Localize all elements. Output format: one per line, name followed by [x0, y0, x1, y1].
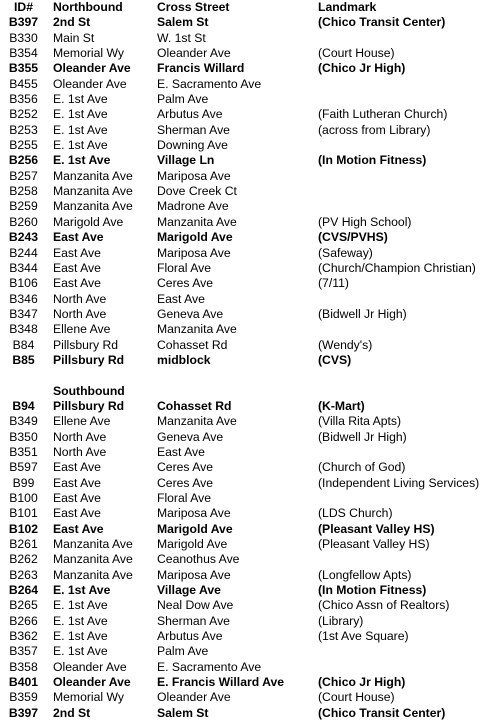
- stop-id: B356: [9, 92, 38, 107]
- stop-id: B351: [9, 444, 38, 459]
- street: E. 1st Ave: [53, 583, 111, 598]
- cross-street: E. Francis Willard Ave: [157, 675, 284, 690]
- street: East Ave: [53, 491, 101, 505]
- cross-street: midblock: [157, 352, 211, 367]
- cross-street: Mariposa Ave: [157, 168, 231, 183]
- landmark: (Safeway): [318, 245, 373, 260]
- street: 2nd St: [53, 705, 91, 720]
- cross-street: Manzanita Ave: [157, 214, 237, 229]
- stop-id: B101: [9, 506, 38, 521]
- cross-street: Palm Ave: [157, 644, 209, 659]
- landmark: (In Motion Fitness): [318, 153, 427, 168]
- street: E. 1st Ave: [53, 107, 108, 122]
- cross-street: Neal Dow Ave: [157, 598, 234, 613]
- landmark: (across from Library): [318, 122, 431, 137]
- table-row: [0, 445, 500, 460]
- cross-street: Geneva Ave: [157, 429, 224, 444]
- cross-street: Manzanita Ave: [157, 414, 237, 429]
- landmark: (CVS): [318, 352, 352, 367]
- street: North Ave: [53, 291, 107, 306]
- landmark: (Library): [318, 613, 364, 628]
- stop-id: B359: [9, 690, 38, 705]
- street: Ellene Ave: [53, 414, 111, 429]
- stop-id: B100: [9, 491, 38, 505]
- street: Manzanita Ave: [53, 567, 133, 582]
- table-row: [0, 261, 500, 276]
- street: Memorial Wy: [53, 690, 124, 705]
- cross-street: Arbutus Ave: [157, 629, 223, 644]
- stop-id: B255: [9, 138, 38, 153]
- table-row: [0, 414, 500, 429]
- landmark: (Chico Jr High): [318, 675, 406, 690]
- cross-street: Ceanothus Ave: [157, 552, 240, 567]
- table-row: [0, 506, 500, 521]
- cross-street: Mariposa Ave: [157, 506, 231, 521]
- landmark: (Chico Transit Center): [318, 705, 446, 720]
- street: East Ave: [53, 260, 101, 275]
- street: Oleander Ave: [53, 76, 127, 91]
- street: Pillsbury Rd: [53, 398, 125, 413]
- stop-id: B263: [9, 567, 38, 582]
- stop-id: B357: [9, 644, 38, 659]
- southbound-header-row: [0, 384, 500, 399]
- stop-id: B347: [9, 306, 38, 321]
- stop-id: B244: [9, 245, 38, 260]
- landmark: (Longfellow Apts): [318, 567, 412, 582]
- cross-street: Dove Creek Ct: [157, 184, 237, 199]
- landmark: (1st Ave Square): [318, 629, 409, 644]
- street: East Ave: [53, 475, 101, 490]
- street: North Ave: [53, 429, 107, 444]
- street: Manzanita Ave: [53, 199, 133, 214]
- cross-street: Floral Ave: [157, 260, 211, 275]
- landmark: (Church/Champion Christian): [318, 260, 476, 275]
- street: North Ave: [53, 444, 107, 459]
- table-row: [0, 537, 500, 552]
- landmark: (7/11): [318, 276, 349, 291]
- cross-street: Geneva Ave: [157, 306, 224, 321]
- table-row: [0, 46, 500, 61]
- table-row: [0, 660, 500, 675]
- street: E. 1st Ave: [53, 644, 108, 659]
- stop-id: B344: [9, 260, 38, 275]
- table-row: [0, 199, 500, 214]
- street: Manzanita Ave: [53, 184, 133, 199]
- stop-id: B256: [8, 153, 39, 168]
- stop-id: B348: [9, 322, 38, 337]
- stop-id: B330: [9, 30, 38, 45]
- table-row: [0, 169, 500, 184]
- table-row: [0, 15, 500, 30]
- landmark: (Independent Living Services): [318, 475, 480, 490]
- stop-id: B261: [9, 537, 38, 552]
- table-row: [0, 644, 500, 659]
- landmark: (Pleasant Valley HS): [318, 521, 435, 536]
- stop-id: B401: [8, 675, 39, 690]
- table-row: [0, 184, 500, 199]
- cross-street: East Ave: [157, 444, 205, 459]
- cross-street: E. Sacramento Ave: [157, 76, 262, 91]
- northbound-section: [0, 15, 500, 368]
- cross-street: Palm Ave: [157, 92, 209, 107]
- cross-street: Salem St: [157, 15, 209, 30]
- table-row: [0, 153, 500, 168]
- stop-id: B102: [8, 521, 39, 536]
- street: East Ave: [53, 460, 101, 475]
- landmark: (Chico Jr High): [318, 61, 406, 76]
- table-row: [0, 138, 500, 153]
- landmark: (CVS/PVHS): [318, 230, 388, 245]
- stop-id: B397: [8, 15, 39, 30]
- street: East Ave: [53, 245, 101, 260]
- table-row: [0, 246, 500, 261]
- table-row: [0, 107, 500, 122]
- table-row: [0, 706, 500, 721]
- stop-id: B349: [9, 414, 38, 429]
- cross-street: Village Ln: [157, 153, 215, 168]
- header-southbound: Southbound: [53, 383, 125, 398]
- cross-street: Salem St: [157, 705, 209, 720]
- street: E. 1st Ave: [53, 92, 108, 107]
- stop-id: B355: [8, 61, 39, 76]
- landmark: (Faith Lutheran Church): [318, 107, 448, 122]
- landmark: (Court House): [318, 690, 395, 705]
- street: North Ave: [53, 306, 107, 321]
- street: Manzanita Ave: [53, 552, 133, 567]
- street: Main St: [53, 30, 95, 45]
- cross-street: Sherman Ave: [157, 613, 230, 628]
- table-row: [0, 307, 500, 322]
- street: Ellene Ave: [53, 322, 111, 337]
- section-spacer: [0, 368, 500, 383]
- table-row: [0, 675, 500, 690]
- stop-id: B85: [12, 352, 35, 367]
- table-row: [0, 690, 500, 705]
- table-row: [0, 338, 500, 353]
- street: Memorial Wy: [53, 46, 124, 61]
- table-row: [0, 31, 500, 46]
- stop-id: B262: [9, 552, 38, 567]
- landmark: (Bidwell Jr High): [318, 429, 407, 444]
- street: E. 1st Ave: [53, 598, 108, 613]
- cross-street: E. Sacramento Ave: [157, 659, 262, 674]
- landmark: (Chico Transit Center): [318, 15, 446, 30]
- stop-id: B265: [9, 598, 38, 613]
- table-row: [0, 629, 500, 644]
- landmark: (K-Mart): [318, 398, 365, 413]
- table-row: [0, 522, 500, 537]
- header-northbound: Northbound: [53, 0, 123, 14]
- cross-street: Manzanita Ave: [157, 322, 237, 337]
- table-row: [0, 276, 500, 291]
- landmark: (LDS Church): [318, 506, 393, 521]
- stop-id: B259: [9, 199, 38, 214]
- street: E. 1st Ave: [53, 153, 111, 168]
- cross-street: Madrone Ave: [157, 199, 229, 214]
- cross-street: Oleander Ave: [157, 690, 231, 705]
- street: East Ave: [53, 506, 101, 521]
- stop-id: B397: [8, 705, 39, 720]
- cross-street: Downing Ave: [157, 138, 228, 153]
- stop-id: B258: [9, 184, 38, 199]
- street: Oleander Ave: [53, 675, 131, 690]
- cross-street: Francis Willard: [157, 61, 245, 76]
- table-row: [0, 353, 500, 368]
- table-row: [0, 552, 500, 567]
- cross-street: W. 1st St: [157, 30, 206, 45]
- table-row: [0, 92, 500, 107]
- stop-id: B266: [9, 613, 38, 628]
- landmark: (In Motion Fitness): [318, 583, 427, 598]
- stop-id: B354: [9, 46, 38, 61]
- table-row: [0, 568, 500, 583]
- stop-id: B99: [12, 475, 35, 490]
- stop-id: B597: [9, 460, 38, 475]
- header-landmark: Landmark: [318, 0, 377, 14]
- table-row: [0, 77, 500, 92]
- southbound-section: [0, 399, 500, 721]
- street: 2nd St: [53, 15, 91, 30]
- landmark: (Bidwell Jr High): [318, 306, 407, 321]
- street: E. 1st Ave: [53, 629, 108, 644]
- stop-id: B257: [9, 168, 38, 183]
- street: Pillsbury Rd: [53, 352, 125, 367]
- stop-id: B264: [8, 583, 39, 598]
- stop-id: B106: [9, 276, 38, 291]
- cross-street: Ceres Ave: [157, 475, 214, 490]
- landmark: (Court House): [318, 46, 395, 61]
- landmark: (Chico Assn of Realtors): [318, 598, 450, 613]
- table-row: [0, 583, 500, 598]
- table-row: [0, 322, 500, 337]
- street: Oleander Ave: [53, 61, 131, 76]
- stop-id: B243: [8, 230, 39, 245]
- stop-id: B260: [9, 214, 38, 229]
- stop-id: B350: [9, 429, 38, 444]
- table-row: [0, 476, 500, 491]
- stop-id: B253: [9, 122, 38, 137]
- stop-id: B362: [9, 629, 38, 644]
- cross-street: Oleander Ave: [157, 46, 231, 61]
- landmark: (Wendy's): [318, 337, 373, 352]
- stop-id: B94: [12, 398, 35, 413]
- landmark: (Church of God): [318, 460, 406, 475]
- header-cross-street: Cross Street: [157, 0, 230, 14]
- cross-street: East Ave: [157, 291, 205, 306]
- landmark: (PV High School): [318, 214, 412, 229]
- cross-street: Marigold Ave: [157, 537, 228, 552]
- street: Oleander Ave: [53, 659, 127, 674]
- table-row: [0, 215, 500, 230]
- street: Marigold Ave: [53, 214, 124, 229]
- table-row: [0, 430, 500, 445]
- table-row: [0, 614, 500, 629]
- cross-street: Cohasset Rd: [157, 337, 228, 352]
- street: E. 1st Ave: [53, 138, 108, 153]
- cross-street: Mariposa Ave: [157, 567, 231, 582]
- stop-id: B252: [9, 107, 38, 122]
- cross-street: Cohasset Rd: [157, 398, 232, 413]
- cross-street: Ceres Ave: [157, 460, 214, 475]
- table-header: [0, 0, 500, 15]
- cross-street: Ceres Ave: [157, 276, 214, 291]
- street: Manzanita Ave: [53, 537, 133, 552]
- cross-street: Marigold Ave: [157, 521, 233, 536]
- street: E. 1st Ave: [53, 122, 108, 137]
- street: East Ave: [53, 521, 104, 536]
- street: East Ave: [53, 230, 104, 245]
- cross-street: Village Ave: [157, 583, 221, 598]
- cross-street: Mariposa Ave: [157, 245, 231, 260]
- table-row: [0, 491, 500, 506]
- landmark: (Pleasant Valley HS): [318, 537, 430, 552]
- table-row: [0, 61, 500, 76]
- table-row: [0, 460, 500, 475]
- stop-id: B84: [12, 337, 35, 352]
- street: East Ave: [53, 276, 101, 291]
- header-id: ID#: [14, 0, 33, 14]
- stop-id: B358: [9, 659, 38, 674]
- cross-street: Floral Ave: [157, 491, 211, 505]
- cross-street: Sherman Ave: [157, 122, 230, 137]
- stop-id: B455: [9, 76, 38, 91]
- street: Pillsbury Rd: [53, 337, 119, 352]
- landmark: (Villa Rita Apts): [318, 414, 402, 429]
- street: E. 1st Ave: [53, 613, 108, 628]
- street: Manzanita Ave: [53, 168, 133, 183]
- table-row: [0, 123, 500, 138]
- table-row: [0, 598, 500, 613]
- stop-id: B346: [9, 291, 38, 306]
- table-row: [0, 230, 500, 245]
- table-row: [0, 399, 500, 414]
- cross-street: Arbutus Ave: [157, 107, 223, 122]
- table-row: [0, 292, 500, 307]
- cross-street: Marigold Ave: [157, 230, 233, 245]
